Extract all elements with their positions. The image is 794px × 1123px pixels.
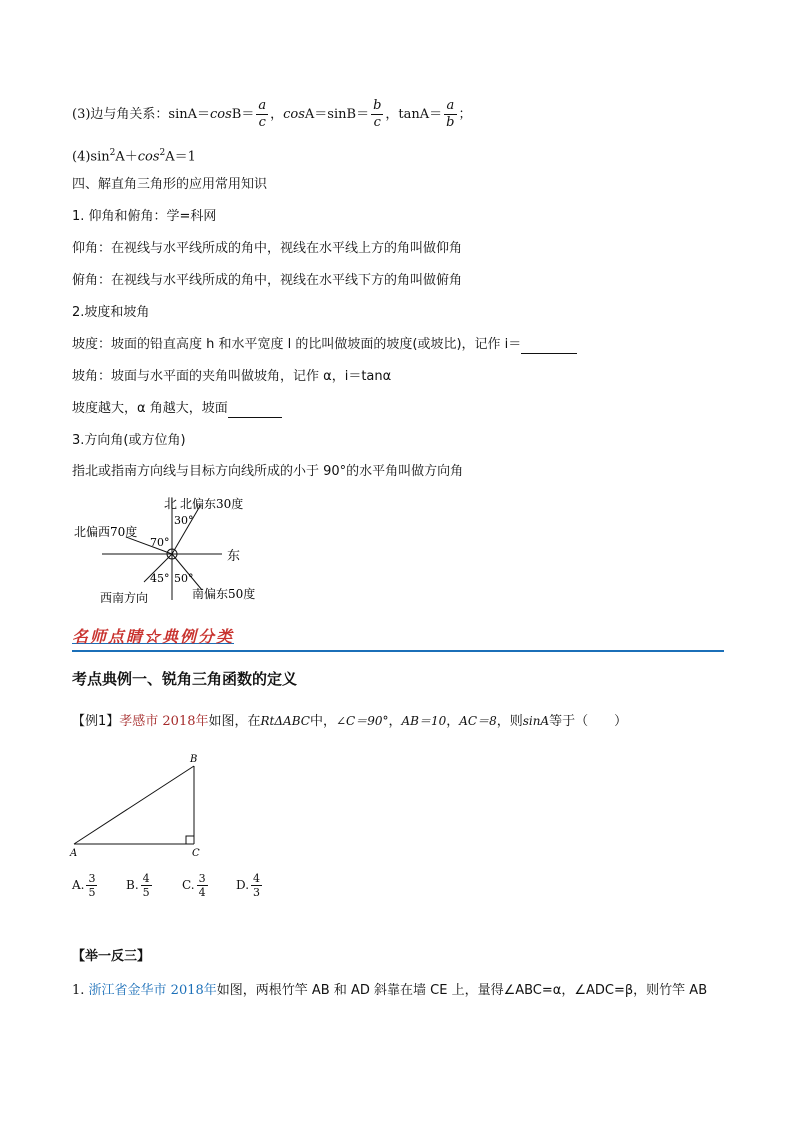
option-label: A. <box>72 878 85 892</box>
option-c[interactable] <box>182 872 210 899</box>
sinA-symbol: sinA <box>522 714 550 728</box>
vertex-c-label: C <box>192 848 200 859</box>
practice-source: 浙江省金华市 2018年 <box>88 983 217 998</box>
option-fraction: $\frac{4}{3}$ <box>253 872 261 899</box>
option-b[interactable] <box>126 872 154 899</box>
rt-triangle-symbol: RtΔABC <box>260 714 310 728</box>
depression-angle-definition: 俯角：在视线与水平线所成的角中，视线在水平线下方的角叫做俯角 <box>72 273 463 288</box>
sinA-text: sinA＝ <box>168 107 211 122</box>
section-banner <box>72 620 724 652</box>
angle-30-label: 30° <box>174 514 194 527</box>
trig-relations-line <box>72 98 472 131</box>
vertex-a-label: A <box>70 848 78 859</box>
sw-label: 西南方向 <box>100 591 149 605</box>
banner-title: 名师点睛☆典例分类 <box>72 627 235 646</box>
north-label: 北 <box>164 497 178 512</box>
cosA-text: A＝sinB＝ <box>304 107 370 122</box>
option-label: C. <box>182 878 195 892</box>
relations-label: (3)边与角关系： <box>72 107 169 122</box>
cosB-text: B＝ <box>231 107 255 122</box>
fraction-b-over-c: $\frac{b}{c}$ <box>373 98 382 130</box>
ab-condition: AB＝10 <box>401 714 447 728</box>
angle-70-label: 70° <box>150 536 170 549</box>
slope-relation: 坡度越大，α 角越大，坡面 <box>72 401 228 416</box>
pythagorean-identity-line <box>72 144 196 166</box>
practice-title: 【举一反三】 <box>72 949 151 964</box>
slope-definition: 坡度：坡面的铅直高度 h 和水平宽度 l 的比叫做坡面的坡度(或坡比)，记作 i＝ <box>72 337 522 352</box>
separator: ， <box>388 714 402 729</box>
cos-text: cos <box>137 149 160 165</box>
elevation-angle-definition: 仰角：在视线与水平线所成的角中，视线在水平线上方的角叫做仰角 <box>72 241 463 256</box>
angle-45-label: 45° <box>150 572 170 585</box>
section-4-title: 四、解直角三角形的应用常用知识 <box>72 177 268 192</box>
nw-label: 北偏西70度 <box>74 525 138 539</box>
right-triangle-figure <box>68 748 218 860</box>
ac-condition: AC＝8 <box>459 714 497 728</box>
item-2-title: 2.坡度和坡角 <box>72 305 150 320</box>
option-fraction: $\frac{3}{4}$ <box>198 872 206 899</box>
hypotenuse-ab <box>74 766 194 844</box>
direction-angle-diagram <box>72 490 282 608</box>
option-d[interactable] <box>236 872 264 899</box>
practice-1-line <box>72 982 707 1000</box>
fraction-a-over-c: $\frac{a}{c}$ <box>258 98 267 130</box>
superscript: 2 <box>109 148 116 158</box>
item-1-title: 1. 仰角和俯角：学=科网 <box>72 209 217 224</box>
option-a[interactable] <box>72 872 99 899</box>
option-label: B. <box>126 878 139 892</box>
item-3-title: 3.方向角(或方位角) <box>72 433 186 448</box>
fraction-a-over-b: $\frac{a}{b}$ <box>446 98 455 130</box>
option-fraction: $\frac{4}{5}$ <box>142 872 150 899</box>
separator: ， <box>446 714 460 729</box>
angle-c-condition: ∠C＝90° <box>335 714 389 728</box>
example-tag: 【例1】 <box>72 714 120 729</box>
example-section-title: 考点典例一、锐角三角函数的定义 <box>72 670 298 688</box>
vertex-b-label: B <box>190 754 198 765</box>
cos-text: cos <box>210 107 232 122</box>
example-source: 孝感市 2018年 <box>119 714 209 729</box>
answer-blank <box>228 403 282 418</box>
se-label: 南偏东50度 <box>192 587 256 601</box>
ne-label: 北偏东30度 <box>180 497 244 511</box>
identity-mid: A＋ <box>115 149 138 165</box>
example-text: 等于（ ） <box>549 714 628 729</box>
slope-definition-line <box>72 336 577 354</box>
option-label: D. <box>236 878 250 892</box>
example-text: 中， <box>309 714 336 729</box>
separator: ， <box>270 107 284 122</box>
practice-text: 如图，两根竹竿 AB 和 AD 斜靠在墙 CE 上，量得∠ABC=α，∠ADC=β，则竹竿 AB <box>216 983 708 998</box>
slope-relation-line <box>72 400 282 418</box>
direction-angle-definition: 指北或指南方向线与目标方向线所成的小于 90°的水平角叫做方向角 <box>72 464 464 479</box>
example-text: ，则 <box>496 714 523 729</box>
practice-number: 1. <box>72 983 89 998</box>
east-label: 东 <box>227 549 241 564</box>
identity-pre: (4)sin <box>72 149 110 165</box>
example-1-line <box>72 712 627 731</box>
end-punct: ； <box>458 107 472 122</box>
tanA-text: tanA＝ <box>398 107 443 122</box>
example-text: 如图，在 <box>208 714 261 729</box>
superscript: 2 <box>159 148 166 158</box>
answer-blank <box>521 339 577 354</box>
angle-50-label: 50° <box>174 572 194 585</box>
separator: ， <box>385 107 399 122</box>
identity-post: A＝1 <box>165 149 196 165</box>
cos-text-2: cos <box>283 107 305 122</box>
option-fraction: $\frac{3}{5}$ <box>88 872 96 899</box>
slope-angle-definition: 坡角：坡面与水平面的夹角叫做坡角，记作 α，i＝tanα <box>72 369 392 384</box>
right-angle-mark <box>186 836 194 844</box>
